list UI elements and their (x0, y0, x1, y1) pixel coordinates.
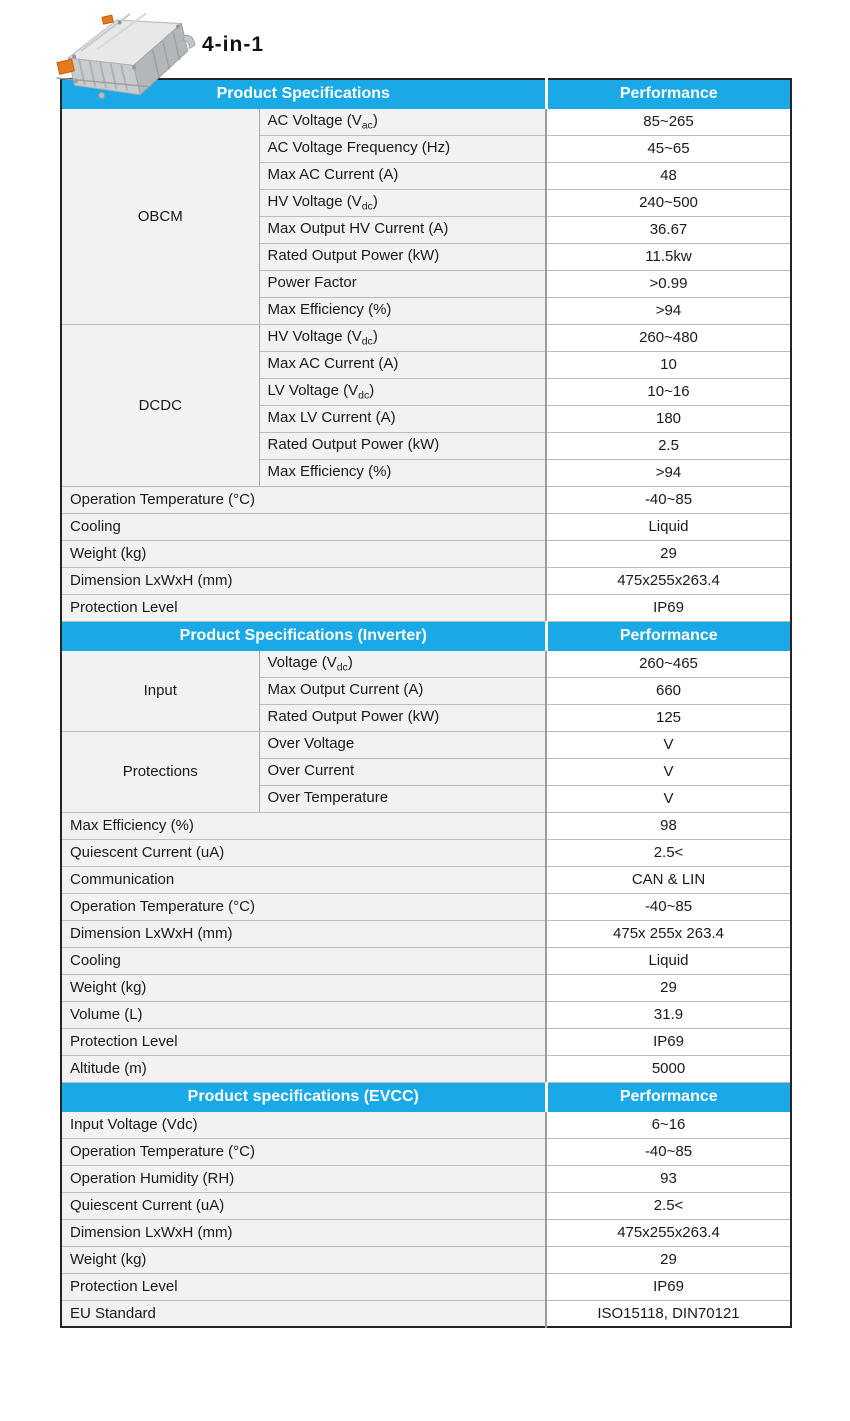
spec-table (60, 78, 792, 1328)
label-pre: Rated Output Power (kW) (267, 246, 440, 264)
group-cell-protections: Protections (61, 731, 259, 812)
spec-value-cell: 260~465 (546, 650, 791, 677)
spec-value-cell: 180 (546, 405, 791, 432)
label-pre: AC Voltage (V (267, 111, 362, 129)
spec-value-cell: -40~85 (546, 893, 791, 920)
label-pre: Max Output Current (A) (267, 680, 424, 698)
spec-value-cell: >94 (546, 459, 791, 486)
label-pre: Max AC Current (A) (267, 165, 399, 183)
spec-name-cell (259, 650, 546, 677)
table-row (61, 1001, 791, 1028)
label-post: ) (372, 327, 378, 345)
spec-value-cell: 45~65 (546, 135, 791, 162)
spec-value-cell: V (546, 758, 791, 785)
spec-value-cell: 10 (546, 351, 791, 378)
spec-value-cell: -40~85 (546, 486, 791, 513)
spec-value-cell: V (546, 731, 791, 758)
spec-value-cell: 125 (546, 704, 791, 731)
spec-name-cell (259, 135, 546, 162)
spec-name-cell (259, 758, 546, 785)
spec-name-cell (259, 677, 546, 704)
label-pre: Max Output HV Current (A) (267, 219, 449, 237)
page-title: 4-in-1 (202, 33, 265, 56)
section-header-row (61, 1082, 791, 1111)
spec-value-cell: 98 (546, 812, 791, 839)
label-post: ) (347, 653, 353, 671)
spec-name-cell: Communication (61, 866, 546, 893)
label-pre: Max Efficiency (%) (267, 300, 392, 318)
table-row (61, 1300, 791, 1327)
spec-name-cell (259, 785, 546, 812)
spec-name-cell (259, 324, 546, 351)
product-photo-image (54, 5, 206, 107)
spec-value-cell: 29 (546, 540, 791, 567)
group-cell-input: Input (61, 650, 259, 731)
label-pre: Power Factor (267, 273, 357, 291)
performance-title-cell: Performance (546, 79, 791, 108)
spec-name-cell: Operation Humidity (RH) (61, 1165, 546, 1192)
spec-name-cell: Altitude (m) (61, 1055, 546, 1082)
section-title-cell: Product specifications (EVCC) (61, 1082, 546, 1111)
table-row (61, 1138, 791, 1165)
table-row (61, 731, 791, 758)
spec-value-cell: 475x 255x 263.4 (546, 920, 791, 947)
spec-name-cell (259, 351, 546, 378)
spec-value-cell: 2.5< (546, 1192, 791, 1219)
table-row (61, 650, 791, 677)
spec-value-cell: 36.67 (546, 216, 791, 243)
spec-name-cell (259, 162, 546, 189)
spec-name-cell (259, 378, 546, 405)
label-pre: Over Current (267, 761, 355, 779)
spec-name-cell (259, 243, 546, 270)
spec-value-cell: ISO15118, DIN70121 (546, 1300, 791, 1327)
table-row (61, 920, 791, 947)
label-pre: Rated Output Power (kW) (267, 435, 440, 453)
label-pre: Over Voltage (267, 734, 355, 752)
label-sub: dc (361, 335, 373, 348)
spec-name-cell (259, 297, 546, 324)
spec-name-cell: Weight (kg) (61, 974, 546, 1001)
table-row (61, 1192, 791, 1219)
spec-value-cell: V (546, 785, 791, 812)
label-pre: HV Voltage (V (267, 327, 362, 345)
spec-name-cell: Protection Level (61, 1273, 546, 1300)
table-row (61, 594, 791, 621)
spec-name-cell (259, 731, 546, 758)
spec-name-cell: Weight (kg) (61, 540, 546, 567)
group-cell-obcm: OBCM (61, 108, 259, 324)
spec-value-cell: 5000 (546, 1055, 791, 1082)
spec-name-cell: Cooling (61, 947, 546, 974)
spec-name-cell: Dimension LxWxH (mm) (61, 1219, 546, 1246)
label-sub: ac (361, 119, 373, 132)
label-pre: LV Voltage (V (267, 381, 359, 399)
spec-name-cell (259, 405, 546, 432)
spec-name-cell: EU Standard (61, 1300, 546, 1327)
spec-value-cell: 660 (546, 677, 791, 704)
table-row (61, 1219, 791, 1246)
spec-name-cell (259, 704, 546, 731)
label-pre: HV Voltage (V (267, 192, 362, 210)
performance-title-cell: Performance (546, 1082, 791, 1111)
spec-value-cell: 2.5 (546, 432, 791, 459)
spec-name-cell: Cooling (61, 513, 546, 540)
label-sub: dc (361, 200, 373, 213)
spec-value-cell: IP69 (546, 1028, 791, 1055)
label-post: ) (369, 381, 375, 399)
spec-name-cell (259, 216, 546, 243)
spec-value-cell: 240~500 (546, 189, 791, 216)
spec-value-cell: Liquid (546, 947, 791, 974)
spec-name-cell: Dimension LxWxH (mm) (61, 920, 546, 947)
table-row (61, 866, 791, 893)
spec-name-cell: Weight (kg) (61, 1246, 546, 1273)
spec-value-cell: 6~16 (546, 1111, 791, 1138)
table-row (61, 947, 791, 974)
spec-name-cell: Protection Level (61, 594, 546, 621)
label-pre: AC Voltage Frequency (Hz) (267, 138, 451, 156)
spec-value-cell: -40~85 (546, 1138, 791, 1165)
spec-value-cell: 48 (546, 162, 791, 189)
spec-value-cell: 31.9 (546, 1001, 791, 1028)
label-pre: Rated Output Power (kW) (267, 707, 440, 725)
spec-name-cell: Protection Level (61, 1028, 546, 1055)
section-header-row (61, 621, 791, 650)
spec-value-cell: CAN & LIN (546, 866, 791, 893)
table-row (61, 893, 791, 920)
table-row (61, 486, 791, 513)
label-sub: dc (336, 661, 348, 674)
label-pre: Max Efficiency (%) (267, 462, 392, 480)
table-row (61, 567, 791, 594)
spec-value-cell: 29 (546, 974, 791, 1001)
section-title-cell: Product Specifications (Inverter) (61, 621, 546, 650)
table-row (61, 108, 791, 135)
table-row (61, 540, 791, 567)
spec-name-cell (259, 432, 546, 459)
spec-value-cell: 11.5kw (546, 243, 791, 270)
spec-name-cell (259, 189, 546, 216)
spec-value-cell: 10~16 (546, 378, 791, 405)
spec-name-cell: Dimension LxWxH (mm) (61, 567, 546, 594)
label-post: ) (372, 192, 378, 210)
spec-name-cell: Quiescent Current (uA) (61, 1192, 546, 1219)
spec-name-cell: Input Voltage (Vdc) (61, 1111, 546, 1138)
spec-table-container (60, 78, 792, 1328)
label-pre: Voltage (V (267, 653, 337, 671)
table-row (61, 839, 791, 866)
spec-value-cell: IP69 (546, 1273, 791, 1300)
table-row (61, 1273, 791, 1300)
spec-value-cell: 2.5< (546, 839, 791, 866)
label-post: ) (372, 111, 378, 129)
spec-name-cell (259, 108, 546, 135)
table-row (61, 513, 791, 540)
table-row (61, 812, 791, 839)
label-sub: dc (358, 389, 370, 402)
section-title-cell: Product Specifications (61, 79, 546, 108)
spec-value-cell: >94 (546, 297, 791, 324)
performance-title-cell: Performance (546, 621, 791, 650)
spec-value-cell: 29 (546, 1246, 791, 1273)
spec-value-cell: Liquid (546, 513, 791, 540)
table-row (61, 1246, 791, 1273)
spec-value-cell: IP69 (546, 594, 791, 621)
spec-name-cell: Operation Temperature (°C) (61, 893, 546, 920)
label-pre: Max AC Current (A) (267, 354, 399, 372)
spec-name-cell: Volume (L) (61, 1001, 546, 1028)
label-pre: Max LV Current (A) (267, 408, 396, 426)
table-row (61, 1055, 791, 1082)
spec-name-cell: Quiescent Current (uA) (61, 839, 546, 866)
spec-value-cell: >0.99 (546, 270, 791, 297)
spec-value-cell: 475x255x263.4 (546, 1219, 791, 1246)
group-cell-dcdc: DCDC (61, 324, 259, 486)
table-row (61, 974, 791, 1001)
spec-name-cell: Operation Temperature (°C) (61, 486, 546, 513)
spec-name-cell: Max Efficiency (%) (61, 812, 546, 839)
spec-name-cell: Operation Temperature (°C) (61, 1138, 546, 1165)
table-row (61, 324, 791, 351)
spec-name-cell (259, 459, 546, 486)
spec-value-cell: 260~480 (546, 324, 791, 351)
spec-name-cell (259, 270, 546, 297)
spec-value-cell: 475x255x263.4 (546, 567, 791, 594)
table-row (61, 1165, 791, 1192)
spec-value-cell: 85~265 (546, 108, 791, 135)
table-row (61, 1028, 791, 1055)
table-row (61, 1111, 791, 1138)
spec-value-cell: 93 (546, 1165, 791, 1192)
label-pre: Over Temperature (267, 788, 389, 806)
